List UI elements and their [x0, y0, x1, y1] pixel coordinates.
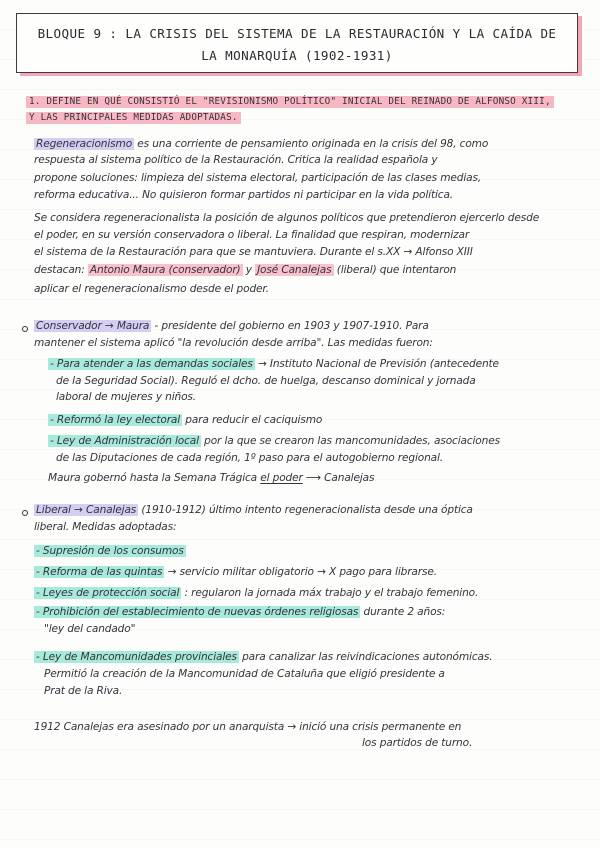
closing-line-1: 1912 Canalejas era asesinado por un anarquista → inició una crisis permanente en [34, 721, 462, 733]
alfonso-note: Durante el s.XX → Alfonso XIII [319, 246, 473, 258]
intro-p2-line-5: aplicar el regeneracionalismo desde el poder. [34, 283, 269, 295]
conservador-heading: Conservador → Maura - presidente del gobierno en 1903 y 1907-1910. Para [36, 320, 429, 332]
proteccion-social-highlight: - Leyes de protección social [36, 587, 180, 599]
liberal-item-5: - Ley de Mancomunidades provinciales para canalizar las reivindicaciones autonómicas. [36, 651, 493, 663]
maura-end-line: Maura gobernó hasta la Semana Trágica el poder ⟶ Canalejas [48, 472, 375, 484]
liberal-item-4-line-2: "ley del candado" [44, 623, 136, 635]
intro-line-4: reforma educativa... No quisieron formar partidos ni participar en la vida política. [34, 189, 454, 201]
liberal-item-2: - Reforma de las quintas → servicio militar obligatorio → X pago para librarse. [36, 566, 437, 578]
liberal-item-5-line-3: Prat de la Riva. [44, 685, 123, 697]
conservador-item-3-line-2: de las Diputaciones de cada región, 1º paso para el autogobierno regional. [56, 452, 443, 464]
conservador-item-1-line-3: laboral de mujeres y niños. [56, 391, 196, 403]
conservador-item-2: - Reformó la ley electoral para reducir el caciquismo [50, 414, 323, 426]
conservador-bullet [22, 326, 28, 332]
closing-line-2: los partidos de turno. [362, 737, 473, 749]
quintas-highlight: - Reforma de las quintas [36, 566, 163, 578]
conservador-item-1: - Para atender a las demandas sociales → Instituto Nacional de Previsión (antecedente [50, 358, 499, 370]
intro-line-3: propone soluciones: limpieza del sistema electoral, participación de las clases medias, [34, 172, 482, 184]
administracion-local-highlight: - Ley de Administración local [50, 435, 199, 447]
conservador-line-2: mantener el sistema aplicó "la revolución desde arriba". Las medidas fueron: [34, 337, 433, 349]
title-line-2: LA MONARQUÍA (1902-1931) [201, 48, 393, 63]
intro-line-1: Regeneracionismo es una corriente de pensamiento originada en la crisis del 98, como [36, 138, 489, 150]
consumos-highlight: - Supresión de los consumos [36, 545, 184, 557]
ordenes-religiosas-highlight: - Prohibición del establecimiento de nuevas órdenes religiosas [36, 606, 359, 618]
demandas-sociales-highlight: - Para atender a las demandas sociales [50, 358, 253, 370]
canalejas-highlight: José Canalejas [257, 264, 332, 276]
mancomunidades-highlight: - Ley de Mancomunidades provinciales [36, 651, 237, 663]
liberal-heading: Liberal → Canalejas (1910-1912) último intento regeneracionalista desde una óptica [36, 504, 473, 516]
regeneracionismo-term: Regeneracionismo [36, 138, 133, 150]
question-heading-line-1: 1. DEFINE EN QUÉ CONSISTIÓ EL "REVISIONISMO POLÍTICO" INICIAL DEL REINADO DE ALFONSO XIII, [26, 96, 586, 107]
conservador-item-1-line-2: de la Seguridad Social). Reguló el dcho. de huelga, descanso dominical y jornada [56, 375, 476, 387]
liberal-item-4: - Prohibición del establecimiento de nuevas órdenes religiosas durante 2 años: [36, 606, 446, 618]
intro-line-2: respuesta al sistema político de la Restauración. Critica la realidad española y [34, 154, 438, 166]
intro-p2-line-2: el poder, en su versión conservadora o liberal. La finalidad que respiran, modernizar [34, 229, 470, 241]
liberal-line-2: liberal. Medidas adoptadas: [34, 521, 177, 533]
liberal-highlight: Liberal → Canalejas [36, 504, 137, 516]
conservador-highlight: Conservador → Maura [36, 320, 150, 332]
conservador-item-3: - Ley de Administración local por la que se crearon las mancomunidades, asociaciones [50, 435, 500, 447]
question-heading-line-2: Y LAS PRINCIPALES MEDIDAS ADOPTADAS. [26, 112, 586, 123]
title-box [16, 13, 578, 73]
liberal-bullet [22, 510, 28, 516]
el-poder-arrow: el poder [260, 472, 303, 484]
liberal-item-3: - Leyes de protección social : regularon la jornada máx trabajo y el trabajo femenino. [36, 587, 479, 599]
ley-electoral-highlight: - Reformó la ley electoral [50, 414, 181, 426]
intro-p2-line-1: Se considera regeneracionalista la posición de algunos políticos que pretendieron ejercerlo desde [34, 212, 540, 224]
intro-p2-line-4: destacan: Antonio Maura (conservador) y José Canalejas (liberal) que intentaron [34, 264, 457, 276]
intro-p2-line-3: el sistema de la Restauración para que se mantuviera. Durante el s.XX → Alfonso XIII [34, 246, 473, 258]
liberal-item-5-line-2: Permitió la creación de la Mancomunidad de Cataluña que eligió presidente a [44, 668, 445, 680]
title-line-1: BLOQUE 9 : LA CRISIS DEL SISTEMA DE LA RESTAURACIÓN Y LA CAÍDA DE [37, 26, 557, 41]
liberal-item-1 [34, 545, 186, 557]
maura-highlight: Antonio Maura (conservador) [89, 264, 241, 276]
